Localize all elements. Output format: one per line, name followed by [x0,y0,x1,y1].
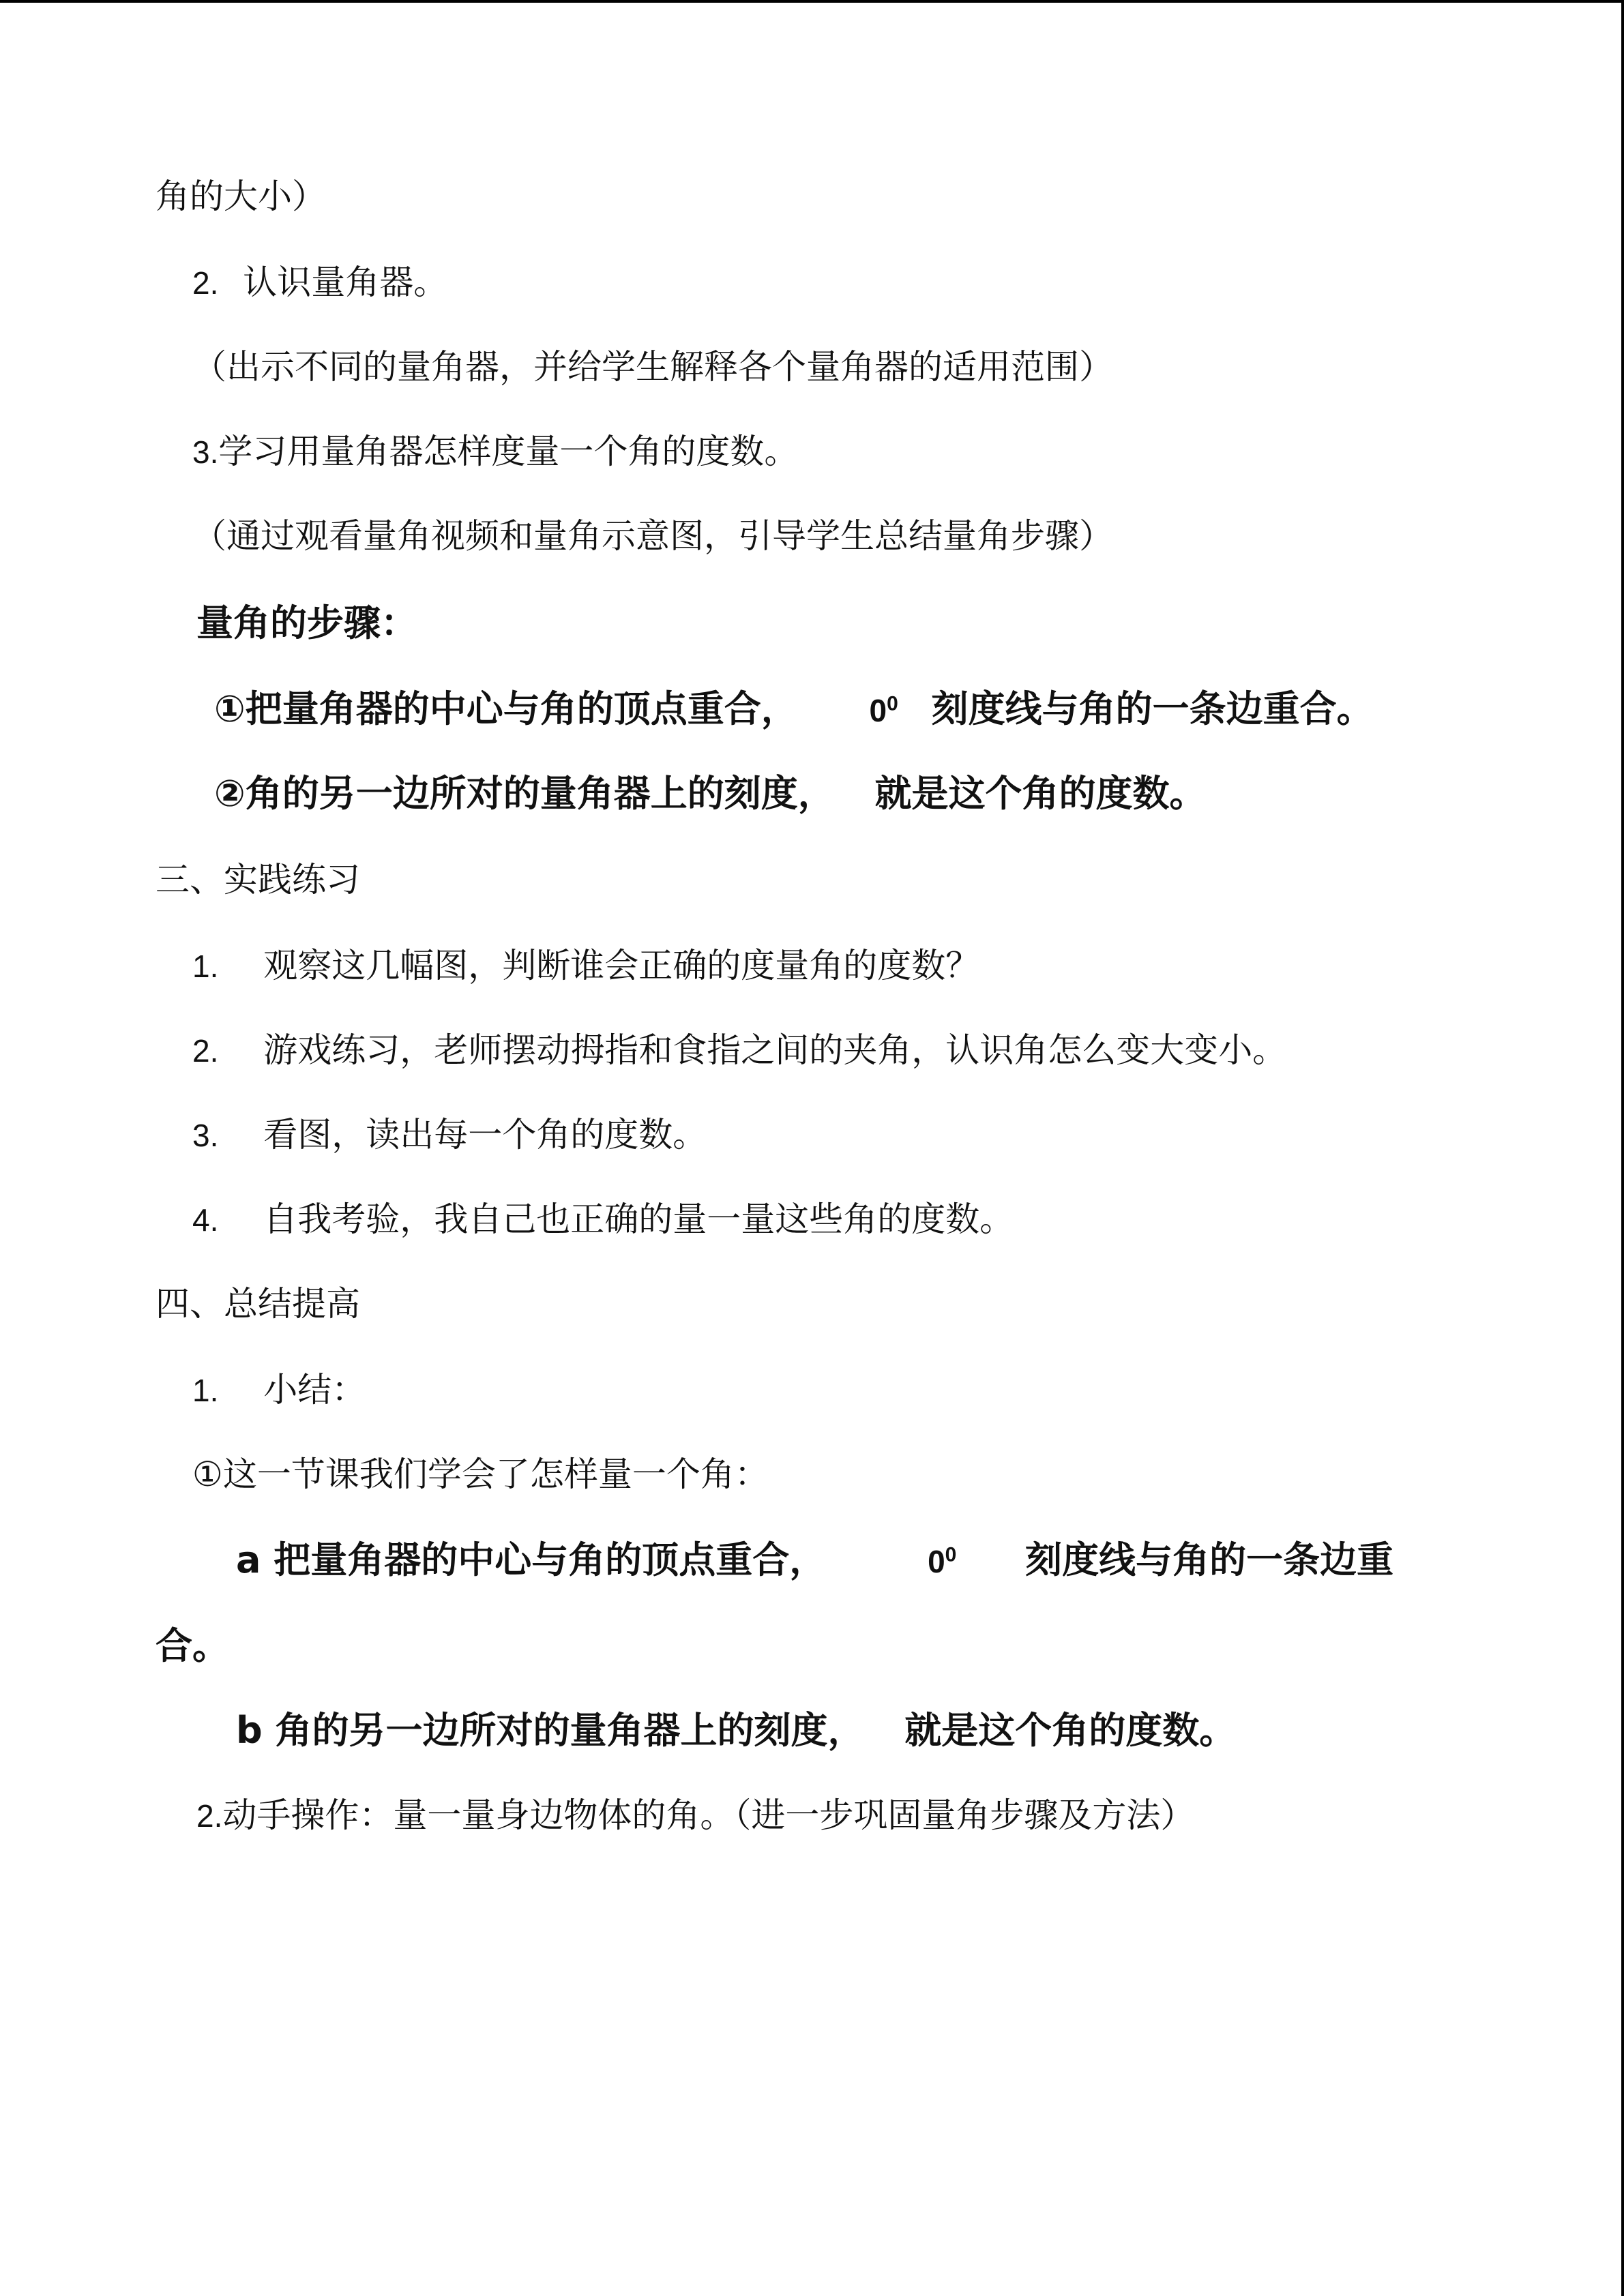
heading-text: 三、实践练习 [156,860,360,899]
step-text: 刻度线与角的一条边重合。 [931,687,1374,730]
paragraph-text: （出示不同的量角器，并给学生解释各个量角器的适用范围） [192,347,1113,387]
text-line [192,346,1113,387]
paragraph-text: 角的大小） [156,177,326,216]
list-item-text: 认识量角器。 [243,263,448,302]
practice-item-1 [192,945,979,987]
step-text: b 角的另一边所对的量角器上的刻度， [236,1709,865,1752]
step-2 [214,773,1207,814]
text-line [192,1454,769,1495]
summary-step-a [236,1540,1393,1582]
step-text: 合。 [156,1624,229,1667]
practice-item-2 [192,1030,1286,1071]
heading-text: 四、总结提高 [156,1284,360,1324]
zero-digit: 0 [869,693,887,728]
paragraph-text: ①这一节课我们学会了怎样量一个角： [192,1455,769,1494]
section-heading [156,859,360,900]
summary-step-b [236,1710,1236,1751]
zero-degree [870,693,898,728]
list-item-text: 看图，读出每一个角的度数。 [263,1115,707,1154]
paragraph-text: （通过观看量角视频和量角示意图，引导学生总结量角步骤） [192,516,1113,556]
step-text: 刻度线与角的一条边重 [1025,1538,1394,1581]
summary-step-a-continued [156,1626,229,1667]
list-item-2 [192,262,447,303]
list-item-text: 观察这几幅图，判断谁会正确的度量角的度数？ [263,946,980,985]
summary-item-1 [192,1369,366,1411]
summary-item-2 [196,1795,1194,1836]
list-number: 2. [192,265,219,301]
list-item-text: 游戏练习，老师摆动拇指和食指之间的夹角，认识角怎么变大变小。 [263,1030,1287,1070]
practice-item-4 [192,1199,1014,1240]
list-number: 3. [192,434,219,470]
section-heading [196,603,417,644]
list-item-text: 小结： [263,1370,366,1410]
list-number: 3. [192,1118,219,1153]
degree-superscript: 0 [887,692,898,715]
list-item-text: 动手操作：量一量身边物体的角。（进一步巩固量角步骤及方法） [222,1795,1195,1835]
step-text: 就是这个角的度数。 [874,772,1207,815]
text-line [156,176,326,217]
step-text: ②角的另一边所对的量角器上的刻度， [214,772,835,815]
section-heading [156,1283,360,1324]
list-item-text: 学习用量角器怎样度量一个角的度数。 [218,432,799,471]
list-number: 2. [196,1798,223,1834]
step-1 [214,689,1374,731]
zero-degree [928,1544,956,1579]
list-number: 1. [192,1373,219,1408]
list-number: 1. [192,949,219,984]
list-number: 2. [192,1033,219,1069]
zero-digit: 0 [928,1544,945,1579]
step-text: ①把量角器的中心与角的顶点重合， [214,687,798,730]
list-item-text: 自我考验，我自己也正确的量一量这些角的度数。 [263,1199,1014,1239]
step-text: a 把量角器的中心与角的顶点重合， [236,1538,827,1581]
text-line [192,516,1113,556]
list-item-3 [192,431,798,473]
practice-item-3 [192,1114,707,1156]
heading-text: 量角的步骤： [196,601,417,644]
degree-superscript: 0 [945,1543,957,1566]
step-text: 就是这个角的度数。 [904,1709,1237,1752]
list-number: 4. [192,1202,219,1238]
